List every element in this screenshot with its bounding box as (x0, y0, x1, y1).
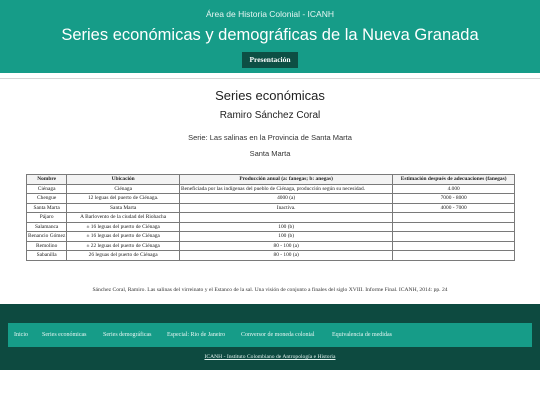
table-cell: 100 (b) (180, 232, 393, 242)
nav-link-especial-rio[interactable]: Especial: Rio de Janeiro (167, 332, 226, 338)
footer-nav (8, 323, 532, 347)
table-row (27, 184, 515, 194)
table-cell (393, 213, 515, 223)
table-cell: 100 (b) (180, 222, 393, 232)
col-header-produccion: Producción anual (a: fanegas; b: anegas) (180, 175, 393, 185)
page-title: Series económicas (215, 88, 325, 103)
nav-link-equivalencia-medidas[interactable]: Equivalencia de medidas (332, 332, 392, 338)
place-name: Santa Marta (249, 149, 291, 158)
table-row (27, 203, 515, 213)
table-cell: Pájaro (27, 213, 67, 223)
table-cell: Remolino (27, 241, 67, 251)
table-cell: 12 leguas del puerto de Ciénaga. (67, 194, 180, 204)
table-row (27, 241, 515, 251)
table-cell: Inactiva. (180, 203, 393, 213)
series-name: Serie: Las salinas en la Provincia de Santa Marta (188, 133, 352, 142)
table-cell: ± 16 leguas del puerto de Ciénaga (67, 222, 180, 232)
table-cell: A Barlovento de la ciudad del Riohacha (67, 213, 180, 223)
table-cell (393, 222, 515, 232)
table-row (27, 251, 515, 261)
table-cell: Chengue (27, 194, 67, 204)
table-cell: Santa Marta (27, 203, 67, 213)
table-cell: 4.000 (393, 184, 515, 194)
table-cell: 26 leguas del puerto de Ciénaga (67, 251, 180, 261)
nav-link-conversor-moneda[interactable]: Conversor de moneda colonial (241, 332, 315, 338)
table-cell: Beneficiada por las indígenas del pueblo de Ciénaga, producción según su necesidad. (180, 184, 393, 194)
site-title: Series económicas y demográficas de la Nueva Granada (61, 26, 479, 44)
table-cell: 80 - 100 (a) (180, 251, 393, 261)
table-cell: 4000 (a) (180, 194, 393, 204)
table-row (27, 222, 515, 232)
table-cell: 7000 - 8000 (393, 194, 515, 204)
header-top-text: Área de Historia Colonial - ICANH (205, 9, 335, 19)
nav-link-inicio[interactable]: Inicio (14, 332, 28, 338)
table-cell (180, 213, 393, 223)
table-row (27, 232, 515, 242)
table-cell: Benancio Gómez (28, 233, 66, 240)
table-cell (393, 232, 515, 242)
table-cell: Ciénaga (67, 184, 180, 194)
col-header-ubicacion: Ubicación (67, 175, 180, 185)
col-header-nombre: Nombre (27, 175, 67, 185)
site-header (0, 0, 540, 73)
table-cell: Ciénaga (27, 184, 67, 194)
table-cell: ± 22 leguas del puerto de Ciénaga (67, 241, 180, 251)
table-cell: Sabanilla (27, 251, 67, 261)
citation-text: Sánchez Coral, Ramiro. Las salinas del virreinato y el Estanco de la sal. Una visión de conjunto a finales del siglo XVIII. Informe Final. ICANH, 2014: pp. 24 (92, 287, 448, 293)
table-cell (393, 241, 515, 251)
table-cell: 80 - 100 (a) (180, 241, 393, 251)
table-row (27, 194, 515, 204)
col-header-estimacion: Estimación después de adecuaciones (fanegas) (393, 175, 515, 185)
table-cell: Salamanca (27, 222, 67, 232)
icanh-link[interactable]: ICANH - Instituto Colombiano de Antropología e Historia (204, 354, 336, 360)
nav-link-series-demograficas[interactable]: Series demográficas (103, 332, 152, 338)
presentation-button[interactable]: Presentación (242, 52, 298, 68)
table-cell: ± 16 leguas del puerto de Ciénaga (67, 232, 180, 242)
table-row (27, 213, 515, 223)
author-name: Ramiro Sánchez Coral (219, 110, 321, 121)
table-cell: Santa Marta (67, 203, 180, 213)
salinas-table (26, 174, 515, 261)
table-header-row (27, 175, 515, 185)
table-cell: 4000 - 7000 (393, 203, 515, 213)
nav-link-series-economicas[interactable]: Series económicas (42, 332, 87, 338)
table-cell (393, 251, 515, 261)
